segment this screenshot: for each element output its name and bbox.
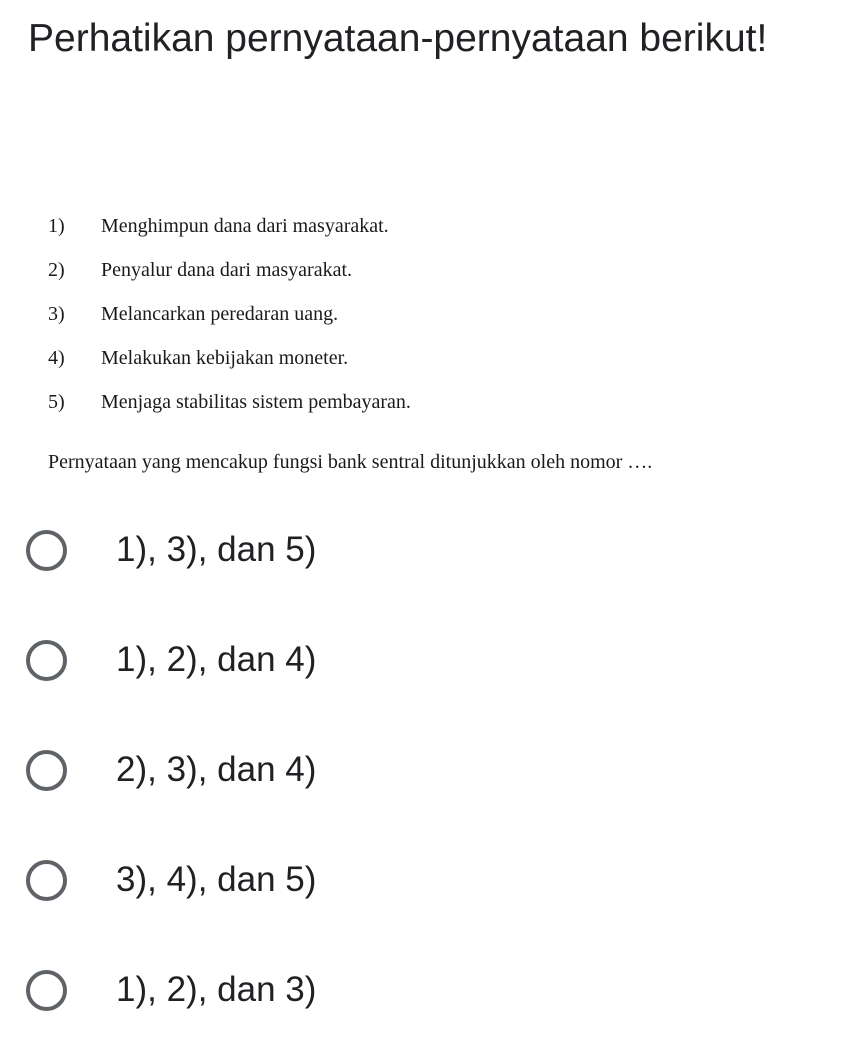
statement-item — [48, 382, 411, 426]
statement-number: 1) — [48, 215, 65, 237]
option-label[interactable]: 3), 4), dan 5) — [116, 860, 317, 899]
statement-text: Melakukan kebijakan moneter. — [101, 347, 349, 369]
statement-number: 3) — [48, 303, 65, 325]
answer-option-2[interactable] — [26, 605, 316, 715]
question-prompt: Pernyataan yang mencakup fungsi bank sentral ditunjukkan oleh nomor …. — [48, 451, 653, 473]
answer-option-5[interactable] — [26, 935, 316, 1045]
radio-button[interactable] — [26, 640, 67, 681]
statement-item — [48, 206, 411, 250]
radio-button[interactable] — [26, 970, 67, 1011]
radio-button[interactable] — [26, 750, 67, 791]
statement-text: Menjaga stabilitas sistem pembayaran. — [101, 391, 411, 413]
radio-button[interactable] — [26, 530, 67, 571]
answer-option-3[interactable] — [26, 715, 316, 825]
statement-item — [48, 338, 411, 382]
answer-option-4[interactable] — [26, 825, 316, 935]
statement-number: 2) — [48, 259, 65, 281]
answer-option-1[interactable] — [26, 495, 316, 605]
statement-number: 5) — [48, 391, 65, 413]
statement-list — [48, 206, 411, 426]
statement-item — [48, 250, 411, 294]
option-label[interactable]: 1), 2), dan 3) — [116, 970, 317, 1009]
answer-options — [26, 495, 316, 1045]
statement-text: Menghimpun dana dari masyarakat. — [101, 215, 389, 237]
option-label[interactable]: 1), 3), dan 5) — [116, 530, 317, 569]
statement-text: Melancarkan peredaran uang. — [101, 303, 339, 325]
option-label[interactable]: 1), 2), dan 4) — [116, 640, 317, 679]
radio-button[interactable] — [26, 860, 67, 901]
statement-number: 4) — [48, 347, 65, 369]
question-title: Perhatikan pernyataan-pernyataan berikut! — [28, 17, 768, 60]
statement-item — [48, 294, 411, 338]
statement-text: Penyalur dana dari masyarakat. — [101, 259, 353, 281]
option-label[interactable]: 2), 3), dan 4) — [116, 750, 317, 789]
